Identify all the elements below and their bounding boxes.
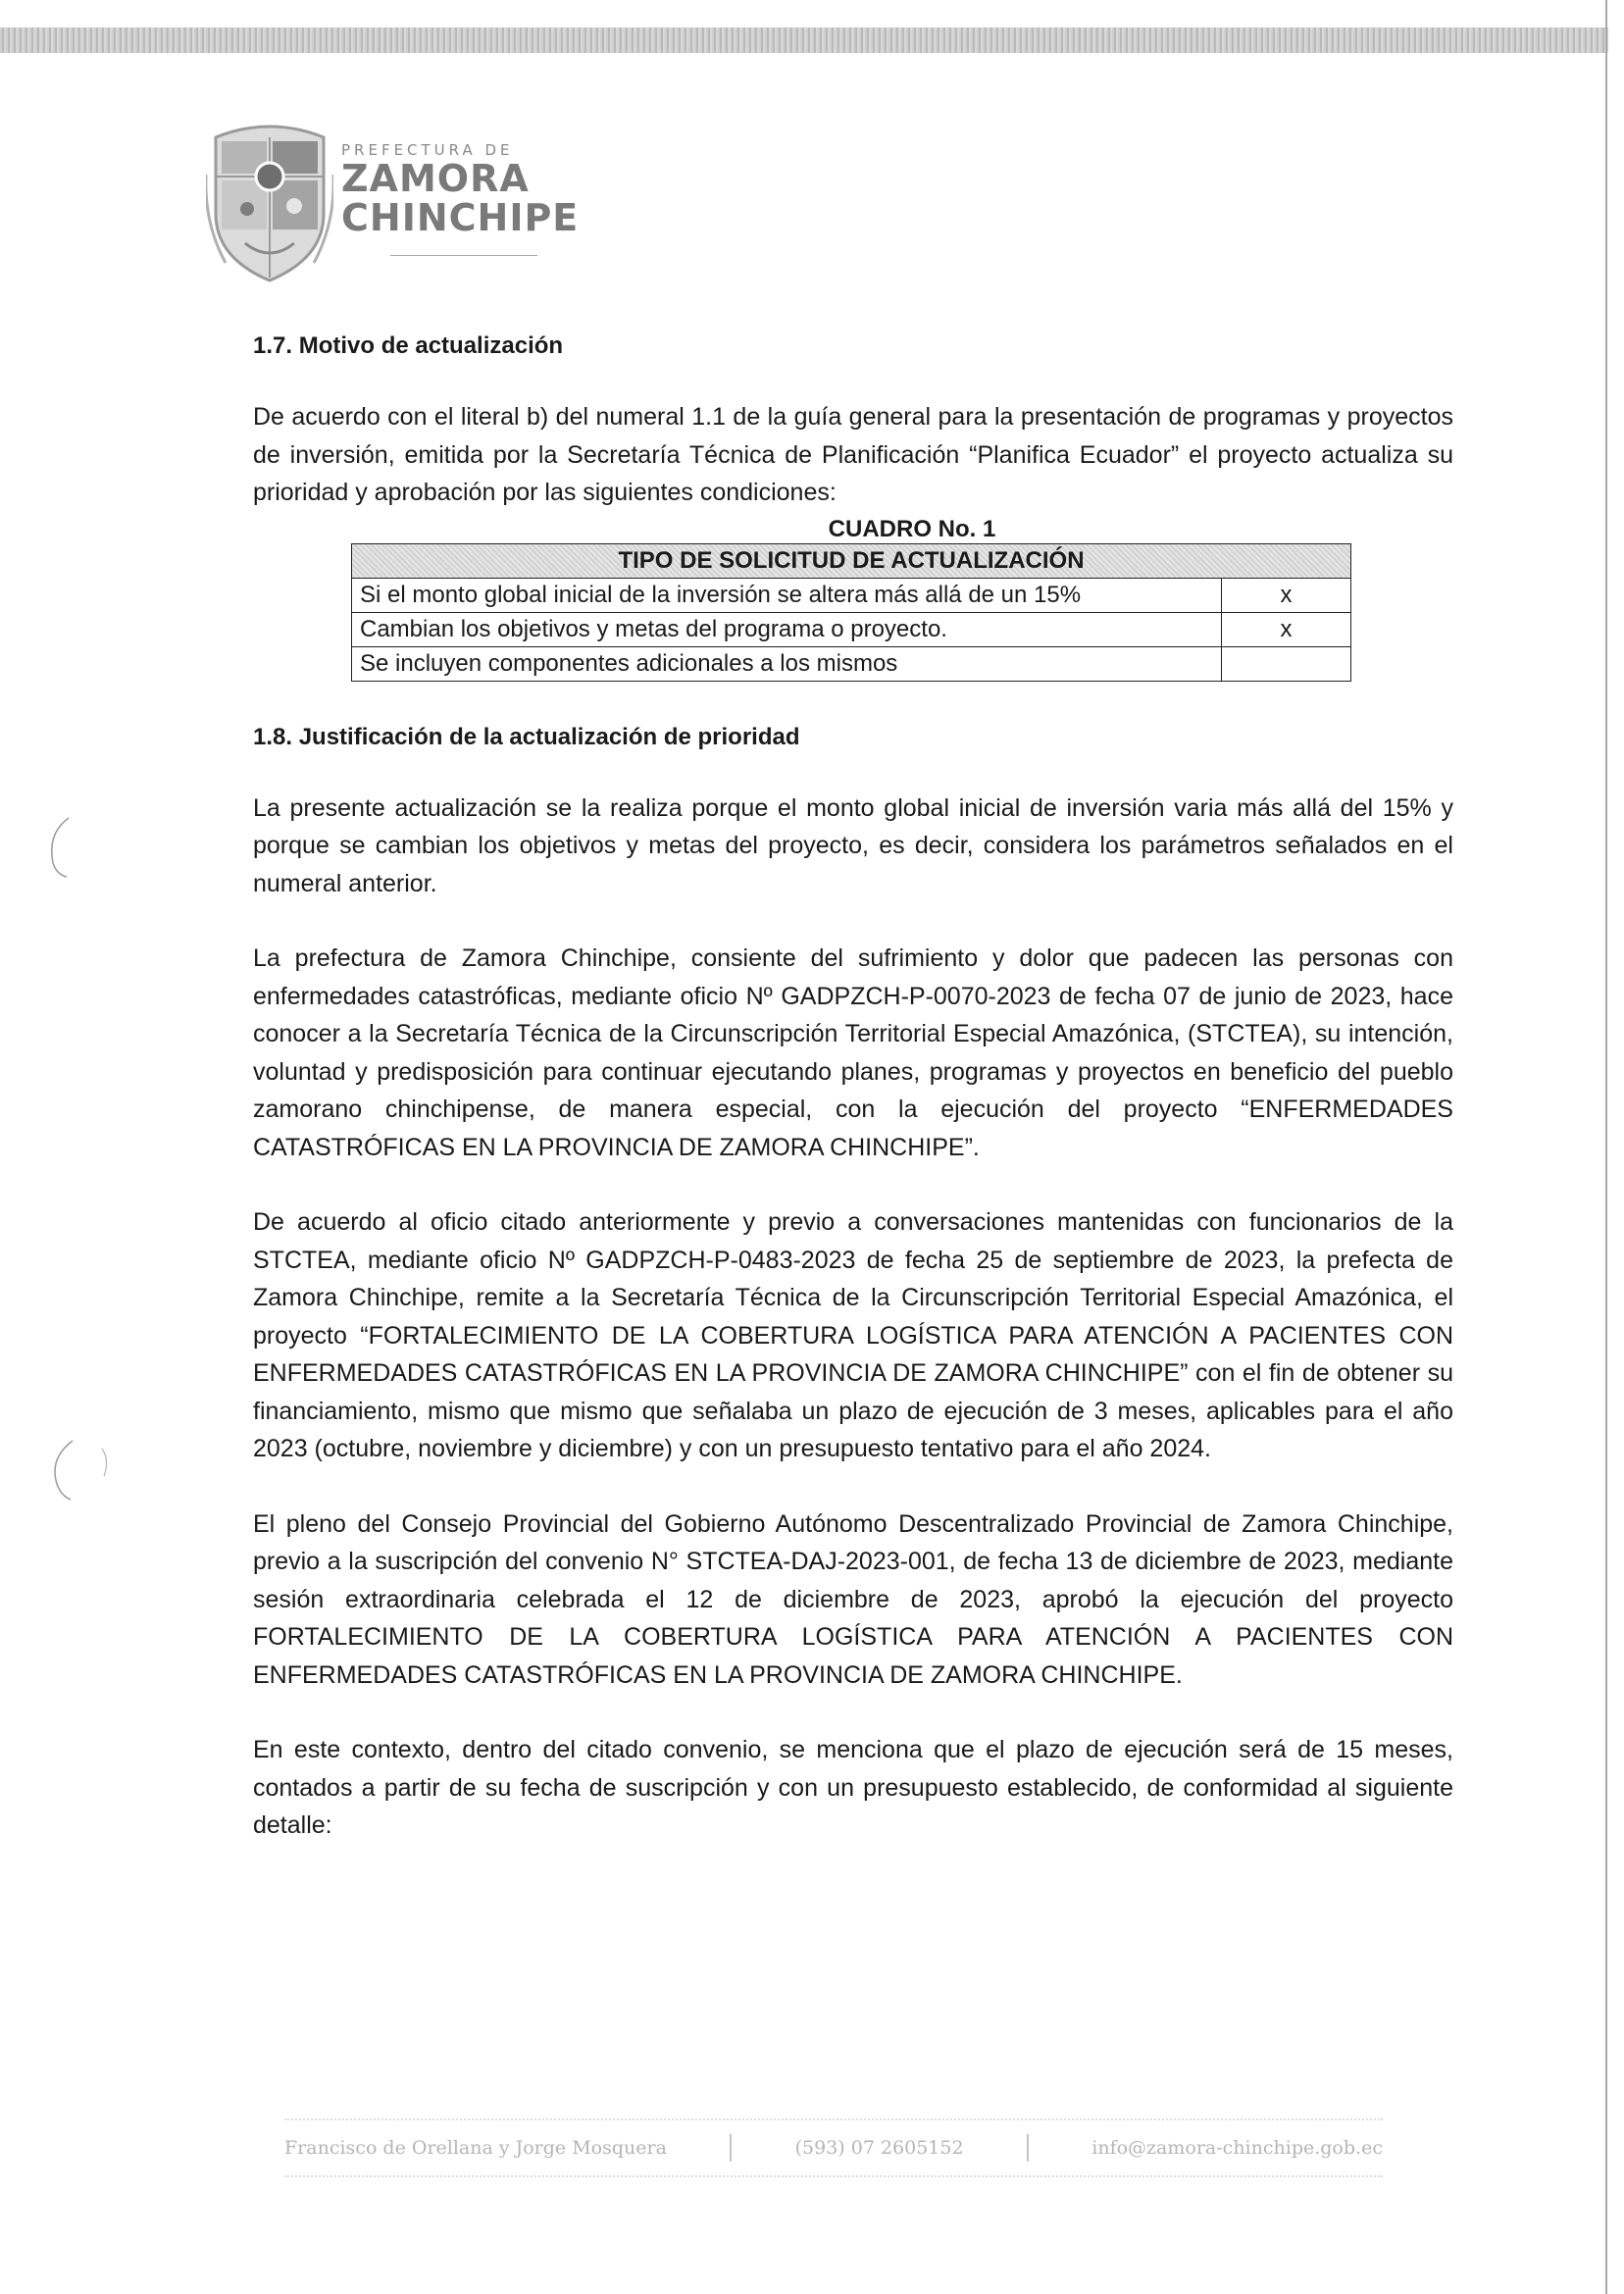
page-footer xyxy=(284,2118,1383,2191)
update-type-table xyxy=(351,543,1351,682)
punch-hole-mark-icon xyxy=(45,1437,114,1505)
table-cell-mark: x xyxy=(1222,578,1351,612)
table-cell-label: Si el monto global inicial de la inversión se altera más allá de un 15% xyxy=(352,578,1222,612)
table-cell-label: Se incluyen componentes adicionales a los mismos xyxy=(352,646,1222,681)
paragraph: De acuerdo con el literal b) del numeral 1.1 de la guía general para la presentación de programas y proyectos de inversión, emitida por la Secretaría Técnica de Planificación “Planifica Ecuador” el proyecto actualiza su prioridad y aprobación por las siguientes condiciones: xyxy=(253,403,1453,506)
paragraph: De acuerdo al oficio citado anteriormente y previo a conversaciones mantenidas con funcionarios de la STCTEA, mediante oficio Nº GADPZCH-P-0483-2023 de fecha 25 de septiembre de 2023, la prefecta de Zamora Chinchipe, remite a la Secretaría Técnica de la Circunscripción Territorial Especial Amazónica, el proyecto “FORTALECIMIENTO DE LA COBERTURA LOGÍSTICA PARA ATENCIÓN A PACIENTES CON ENFERMEDADES CATASTRÓFICAS EN LA PROVINCIA DE ZAMORA CHINCHIPE” con el fin de obtener su financiamiento, mismo que mismo que señalaba un plazo de ejecución de 3 meses, aplicables para el año 2023 (octubre, noviembre y diciembre) y con un presupuesto tentativo para el año 2024. xyxy=(253,1208,1453,1462)
section-heading: 1.8. Justificación de la actualización de prioridad xyxy=(253,723,800,750)
paragraph: En este contexto, dentro del citado convenio, se menciona que el plazo de ejecución será de 15 meses, contados a partir de su fecha de suscripción y con un presupuesto establecido, de conformidad al siguiente detalle: xyxy=(253,1736,1453,1839)
footer-address: Francisco de Orellana y Jorge Mosquera xyxy=(284,2137,667,2159)
logo-line-1: ZAMORA xyxy=(341,157,530,200)
footer-email: info@zamora-chinchipe.gob.ec xyxy=(1091,2137,1383,2159)
table-header-row xyxy=(352,543,1351,578)
prefectura-logo xyxy=(206,116,579,288)
footer-dotted-line xyxy=(284,2118,1383,2122)
table-row xyxy=(352,612,1351,646)
coat-of-arms-icon xyxy=(206,116,333,288)
table-row xyxy=(352,578,1351,612)
table-cell-mark: x xyxy=(1222,612,1351,646)
logo-underline xyxy=(390,255,537,256)
logo-line-2: CHINCHIPE xyxy=(341,196,580,239)
page-edge xyxy=(1605,0,1607,2294)
footer-phone: (593) 07 2605152 xyxy=(794,2137,964,2159)
scan-top-band xyxy=(0,27,1608,53)
paragraph: La presente actualización se la realiza porque el monto global inicial de inversión varia más allá del 15% y porque se cambian los objetivos y metas del proyecto, es decir, considera los parámetros señalados en el numeral anterior. xyxy=(253,793,1453,897)
footer-dotted-line xyxy=(284,2175,1383,2179)
table-row xyxy=(352,646,1351,681)
table-caption: CUADRO No. 1 xyxy=(828,515,996,542)
document-body xyxy=(253,331,1453,1845)
paragraph: La prefectura de Zamora Chinchipe, consiente del sufrimiento y dolor que padecen las personas con enfermedades catastróficas, mediante oficio Nº GADPZCH-P-0070-2023 de fecha 07 de junio de 2023, hace conocer a la Secretaría Técnica de la Circunscripción Territorial Especial Amazónica, (STCTEA), su intención, voluntad y predisposición para continuar ejecutando planes, programas y proyectos en beneficio del pueblo zamorano chinchipense, de manera especial, con la ejecución del proyecto “ENFERMEDADES CATASTRÓFICAS EN LA PROVINCIA DE ZAMORA CHINCHIPE”. xyxy=(253,944,1453,1161)
logo-small-text: PREFECTURA DE xyxy=(341,141,514,159)
table-header: TIPO DE SOLICITUD DE ACTUALIZACIÓN xyxy=(352,543,1351,578)
paragraph: El pleno del Consejo Provincial del Gobierno Autónomo Descentralizado Provincial de Zamora Chinchipe, previo a la suscripción del convenio N° STCTEA-DAJ-2023-001, de fecha 13 de diciembre de 2023, mediante sesión extraordinaria celebrada el 12 de diciembre de 2023, aprobó la ejecución del proyecto FORTALECIMIENTO DE LA COBERTURA LOGÍSTICA PARA ATENCIÓN A PACIENTES CON ENFERMEDADES CATASTRÓFICAS EN LA PROVINCIA DE ZAMORA CHINCHIPE. xyxy=(253,1509,1453,1689)
punch-hole-mark-icon xyxy=(45,814,75,883)
footer-separator xyxy=(1027,2134,1029,2162)
table-cell-mark xyxy=(1222,646,1351,681)
footer-separator xyxy=(730,2134,732,2162)
section-heading: 1.7. Motivo de actualización xyxy=(253,332,564,359)
table-cell-label: Cambian los objetivos y metas del programa o proyecto. xyxy=(352,612,1222,646)
